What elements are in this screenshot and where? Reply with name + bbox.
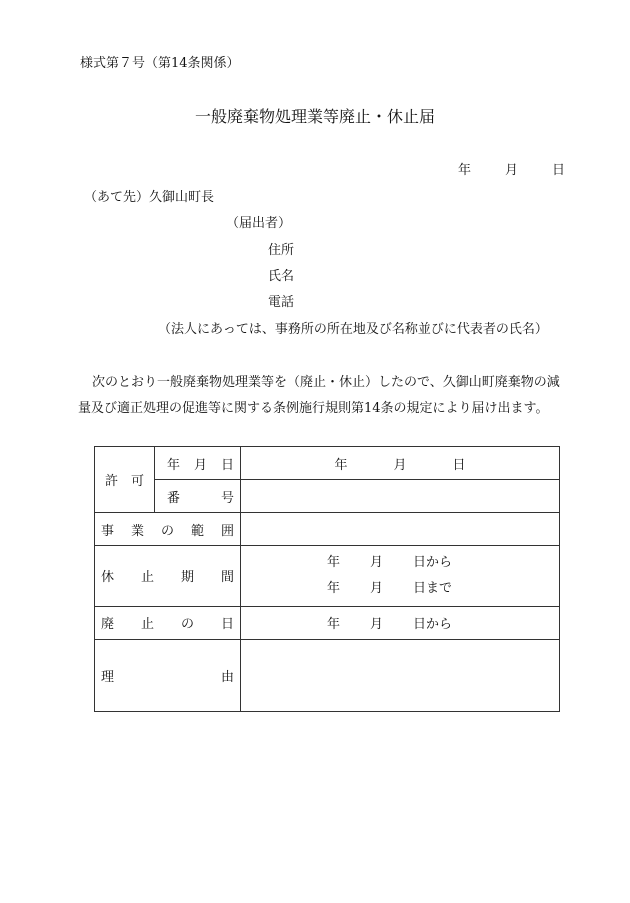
date-day: 日 bbox=[552, 163, 566, 178]
permit-date-value-cell[interactable]: 年 月 日 bbox=[241, 447, 560, 480]
form-number: 様式第７号（第14条関係） bbox=[80, 56, 240, 71]
business-scope-value-cell[interactable] bbox=[241, 513, 560, 546]
corporate-note: （法人にあっては、事務所の所在地及び名称並びに代表者の氏名） bbox=[158, 322, 548, 337]
abolition-date-value-cell[interactable]: 年 月 日から bbox=[241, 606, 560, 639]
reason-value-cell[interactable] bbox=[241, 639, 560, 711]
phone-label: 電話 bbox=[268, 295, 295, 310]
permit-number-label-cell: 番 号 bbox=[155, 480, 241, 513]
date-month: 月 bbox=[505, 163, 519, 178]
address-label: 住所 bbox=[268, 243, 295, 258]
addressee: （あて先）久御山町長 bbox=[84, 190, 215, 205]
notification-table bbox=[94, 446, 560, 712]
permit-label-cell bbox=[95, 447, 155, 513]
suspension-period-value-cell[interactable]: 年 月 日から 年 月 日まで bbox=[241, 546, 560, 606]
name-label: 氏名 bbox=[268, 269, 295, 284]
permit-number-value-cell[interactable] bbox=[241, 480, 560, 513]
submission-date bbox=[458, 159, 565, 178]
applicant-heading: （届出者） bbox=[226, 216, 292, 231]
permit-date-label-cell: 年 月 日 bbox=[155, 447, 241, 480]
business-scope-label-cell: 事 業 の 範 囲 bbox=[95, 513, 241, 546]
body-text: 次のとおり一般廃棄物処理業等を（廃止・休止）したので、久御山町廃棄物の減量及び適正処理の促進等に関する条例施行規則第14条の規定により届け出ます。 bbox=[78, 375, 560, 416]
permit-label: 許 可 bbox=[104, 474, 144, 490]
date-year: 年 bbox=[458, 163, 472, 178]
suspension-period-label-cell: 休 止 期 間 bbox=[95, 546, 241, 606]
reason-label-cell: 理 由 bbox=[95, 639, 241, 711]
abolition-date-label-cell: 廃 止 の 日 bbox=[95, 606, 241, 639]
document-title: 一般廃棄物処理業等廃止・休止届 bbox=[194, 107, 435, 126]
